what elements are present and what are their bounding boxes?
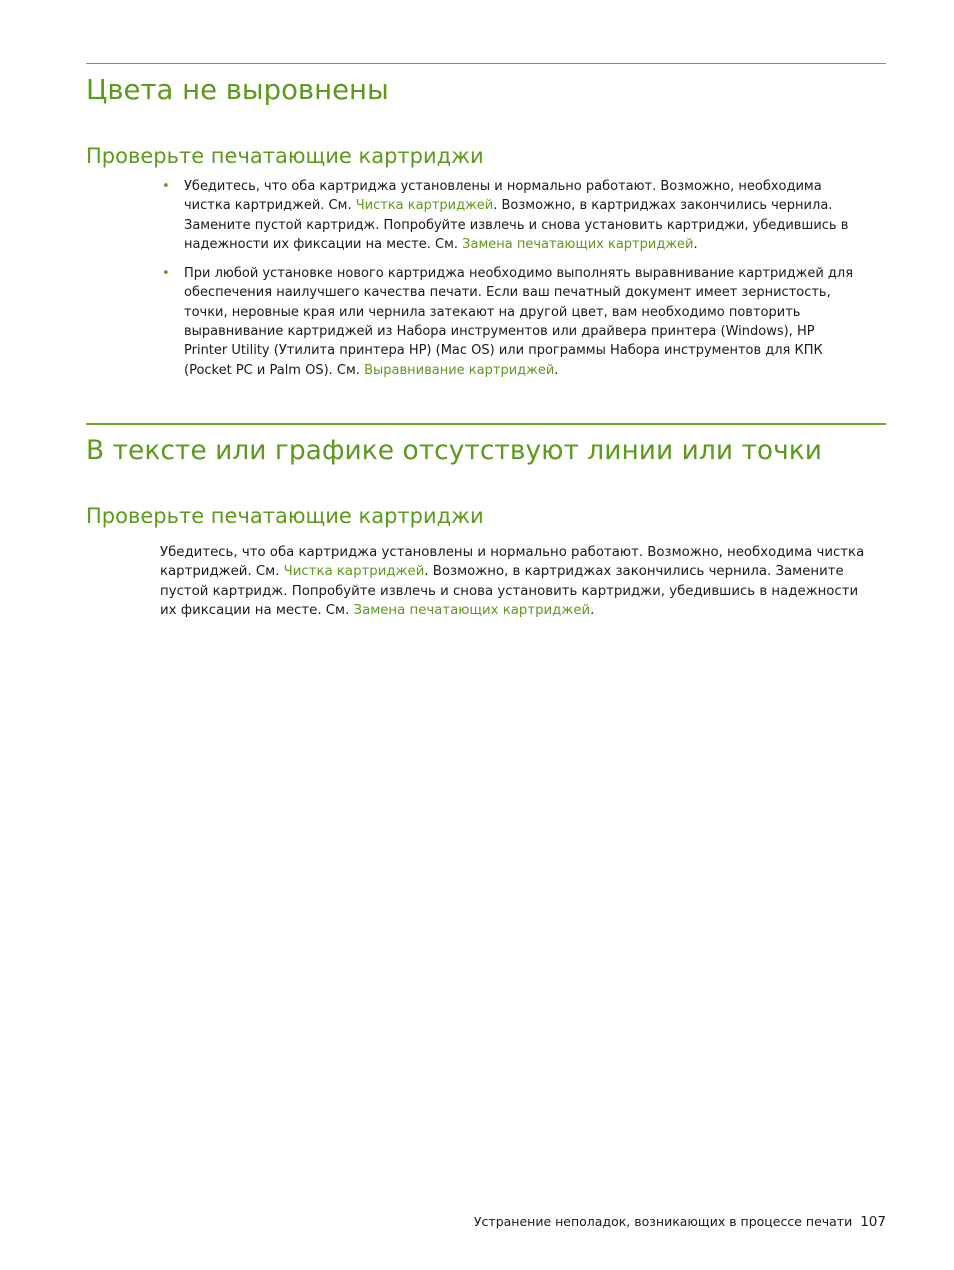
body-text: Убедитесь, что оба картриджа установлены и нормально работают. Возможно, необходима чистка картриджей. См. <box>184 179 822 214</box>
body-text: . Возможно, в картриджах закончились чернила. Замените пустой картридж. Попробуйте извлечь и снова установить картриджи, убедившись в надежности их фиксации на месте. См. <box>184 198 849 252</box>
section-title-colors: Цвета не выровнены <box>86 74 389 106</box>
bullet-list <box>160 177 860 390</box>
body-text: . <box>554 362 559 378</box>
body-text: Убедитесь, что оба картриджа установлены и нормально работают. Возможно, необходима чистка картриджей. См. <box>160 545 865 580</box>
footer-chapter-title: Устранение неполадок, возникающих в процессе печати <box>473 1214 853 1229</box>
link-clean-cartridges[interactable]: Чистка картриджей <box>283 564 425 580</box>
bullet-icon: • <box>162 266 170 282</box>
page-footer <box>440 1214 886 1230</box>
body-text: . <box>590 602 595 618</box>
body-paragraph <box>160 543 875 620</box>
body-text: При любой установке нового картриджа необходимо выполнять выравнивание картриджей для обеспечения наилучшего качества печати. Если ваш печатный документ имеет зернистость, точки, неровные края или чернила затекают на другой цвет, вам необходимо повторить выравнивание картриджей из Набора инструментов или драйвера принтера (Windows), HP Printer Utility (Утилита принтера HP) (Mac OS) или программы Набора инструментов для КПК (Pocket PC и Palm OS). См. <box>184 266 854 378</box>
body-text: . <box>693 236 698 252</box>
list-item <box>160 177 860 254</box>
subsection-title-check-cartridges: Проверьте печатающие картриджи <box>86 504 484 528</box>
link-replace-cartridges[interactable]: Замена печатающих картриджей <box>353 602 591 618</box>
link-align-cartridges[interactable]: Выравнивание картриджей <box>364 362 555 378</box>
subsection-title-check-cartridges: Проверьте печатающие картриджи <box>86 144 484 168</box>
section-divider-top <box>86 63 886 64</box>
list-item <box>160 264 860 380</box>
page-number: 107 <box>860 1214 886 1230</box>
section-divider <box>86 423 886 425</box>
bullet-icon: • <box>162 179 170 194</box>
section-title-missing-lines: В тексте или графике отсутствуют линии или точки <box>86 435 822 466</box>
link-replace-cartridges[interactable]: Замена печатающих картриджей <box>462 236 694 252</box>
link-clean-cartridges[interactable]: Чистка картриджей <box>355 198 494 214</box>
body-text: . Возможно, в картриджах закончились чернила. Замените пустой картридж. Попробуйте извлечь и снова установить картриджи, убедившись в надежности их фиксации на месте. См. <box>160 564 859 618</box>
